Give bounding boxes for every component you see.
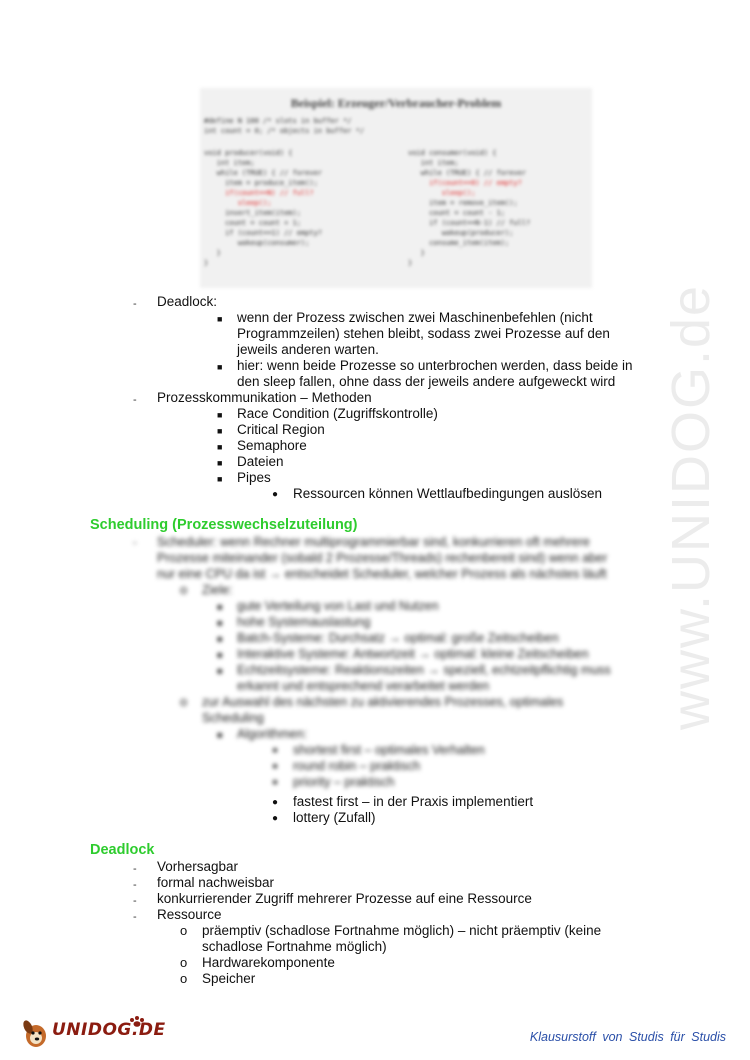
producer-code: void producer(void) { int item; while (TRUE) { // forever item = produce_item(); if(count==N) // full? sleep(); insert_item(item); count = count + 1; if (count==1) // empty? wakeup(consumer); } } xyxy=(204,149,323,267)
ziel-item: gute Verteilung von Last und Nutzen xyxy=(237,599,439,613)
square-bullet: ■ xyxy=(217,618,223,628)
square-bullet: ■ xyxy=(217,474,223,484)
ziel-item: Interaktive Systeme: Antwortzeit → optimal: kleine Zeitscheiben xyxy=(237,647,589,661)
algo-item: round robin – praktisch xyxy=(293,759,421,773)
deadlock-item: Vorhersagbar xyxy=(157,859,239,874)
dot-bullet: ● xyxy=(272,745,279,756)
ziele-label: Ziele: xyxy=(202,583,233,597)
deadlock-label: Deadlock: xyxy=(157,294,218,309)
circle-bullet: o xyxy=(180,923,188,938)
ressource-sub-item: Hardwarekomponente xyxy=(202,955,335,970)
dot-bullet: ● xyxy=(272,813,279,824)
algo-item: lottery (Zufall) xyxy=(293,810,376,825)
scheduler-line: Scheduler: wenn Rechner multiprogrammierbar sind, konkurrieren oft mehrere xyxy=(157,535,590,549)
algo-item: priority – praktisch xyxy=(293,775,395,789)
ziel-item-continued: erkannt und entsprechend verarbeitet werden xyxy=(237,679,490,693)
scheduler-line: nur eine CPU da ist → entscheidet Scheduler, welcher Prozess als nächstes läuft xyxy=(157,567,607,581)
algo-item: fastest first – in der Praxis implementiert xyxy=(293,794,534,809)
square-bullet: ■ xyxy=(217,314,223,324)
deadlock-point-1-line-1: wenn der Prozess zwischen zwei Maschinenbefehlen (nicht xyxy=(237,310,593,325)
dash-bullet: - xyxy=(133,537,137,549)
dash-bullet: - xyxy=(133,394,137,406)
deadlock-item: konkurrierender Zugriff mehrerer Prozesse auf eine Ressource xyxy=(157,891,532,906)
dash-bullet: - xyxy=(133,879,137,891)
figure-header-code: #define N 100 /* slots in buffer */ int count = 0; /* objects in buffer */ xyxy=(204,117,365,135)
deadlock-item: formal nachweisbar xyxy=(157,875,275,890)
ressource-sub-item: präemptiv (schadlose Fortnahme möglich) – nicht präemptiv (keine xyxy=(202,923,602,938)
square-bullet: ■ xyxy=(217,650,223,660)
komm-label: Prozesskommunikation – Methoden xyxy=(157,390,372,405)
deadlock-heading: Deadlock xyxy=(90,842,155,858)
square-bullet: ■ xyxy=(217,602,223,612)
logo-text: UNIDOG.DE xyxy=(52,1020,166,1040)
code-example-figure xyxy=(200,88,592,288)
square-bullet: ■ xyxy=(217,634,223,644)
deadlock-point-2-line-2: den sleep fallen, ohne dass der jeweils andere aufgeweckt wird xyxy=(237,374,616,389)
dot-bullet: ● xyxy=(272,761,279,772)
square-bullet: ■ xyxy=(217,410,223,420)
deadlock-item: Ressource xyxy=(157,907,222,922)
pipes-sub-item: Ressourcen können Wettlaufbedingungen auslösen xyxy=(293,486,602,501)
method-item: Pipes xyxy=(237,470,271,485)
figure-title: Beispiel: Erzeuger/Verbraucher-Problem xyxy=(290,96,502,110)
dot-bullet: ● xyxy=(272,777,279,788)
watermark: www.UNIDOG.de xyxy=(661,283,721,730)
deadlock-point-2-line-1: hier: wenn beide Prozesse so unterbrochen werden, dass beide in xyxy=(237,358,633,373)
method-item: Critical Region xyxy=(237,422,325,437)
deadlock-point-1-line-2: Programmzeilen) stehen bleibt, sodass zwei Prozesse auf den xyxy=(237,326,610,341)
ressource-sub-item: Speicher xyxy=(202,971,256,986)
square-bullet: ■ xyxy=(217,442,223,452)
consumer-code: void consumer(void) { int item; while (TRUE) { // forever if(count==0) // empty? sleep(); item = remove_item(); count = count - 1; if (count==N-1) // full? wakeup(producer); consume_item(item); } } xyxy=(408,149,531,267)
square-bullet: ■ xyxy=(217,458,223,468)
method-item: Semaphore xyxy=(237,438,307,453)
square-bullet: ■ xyxy=(217,362,223,372)
ziel-item: Echtzeitsysteme: Reaktionszeiten → speziell, echtzeitpflichtig muss xyxy=(237,663,611,677)
dash-bullet: - xyxy=(133,895,137,907)
square-bullet: ■ xyxy=(217,666,223,676)
square-bullet: ■ xyxy=(217,426,223,436)
dot-bullet: ● xyxy=(272,797,279,808)
auswahl-line: Scheduling xyxy=(202,711,264,725)
method-item: Dateien xyxy=(237,454,284,469)
dash-bullet: - xyxy=(133,298,137,310)
ressource-sub-item-continued: schadlose Fortnahme möglich) xyxy=(202,939,387,954)
circle-bullet: o xyxy=(180,955,188,970)
scheduler-line: Prozesse miteinander (sobald 2 Prozesse/Threads) rechenbereit sind) wenn aber xyxy=(157,551,608,565)
algo-item: shortest first – optimales Verhalten xyxy=(293,743,485,757)
square-bullet: ■ xyxy=(217,730,223,740)
dash-bullet: - xyxy=(133,863,137,875)
ziel-item: Batch-Systeme: Durchsatz → optimal: große Zeitscheiben xyxy=(237,631,559,645)
circle-bullet: o xyxy=(180,582,188,597)
circle-bullet: o xyxy=(180,694,188,709)
auswahl-line: zur Auswahl des nächsten zu aktivierendes Prozesses, optimales xyxy=(202,695,564,709)
dot-bullet: ● xyxy=(272,489,279,500)
ziel-item: hohe Systemauslastung xyxy=(237,615,371,629)
dash-bullet: - xyxy=(133,911,137,923)
circle-bullet: o xyxy=(180,971,188,986)
method-item: Race Condition (Zugriffskontrolle) xyxy=(237,406,438,421)
deadlock-point-1-line-3: jeweils anderen warten. xyxy=(237,342,379,357)
footer-tagline: Klausurstoff von Studis für Studis xyxy=(529,1030,726,1044)
scheduling-heading: Scheduling (Prozesswechselzuteilung) xyxy=(90,517,358,533)
algo-label: Algorithmen: xyxy=(237,727,308,741)
